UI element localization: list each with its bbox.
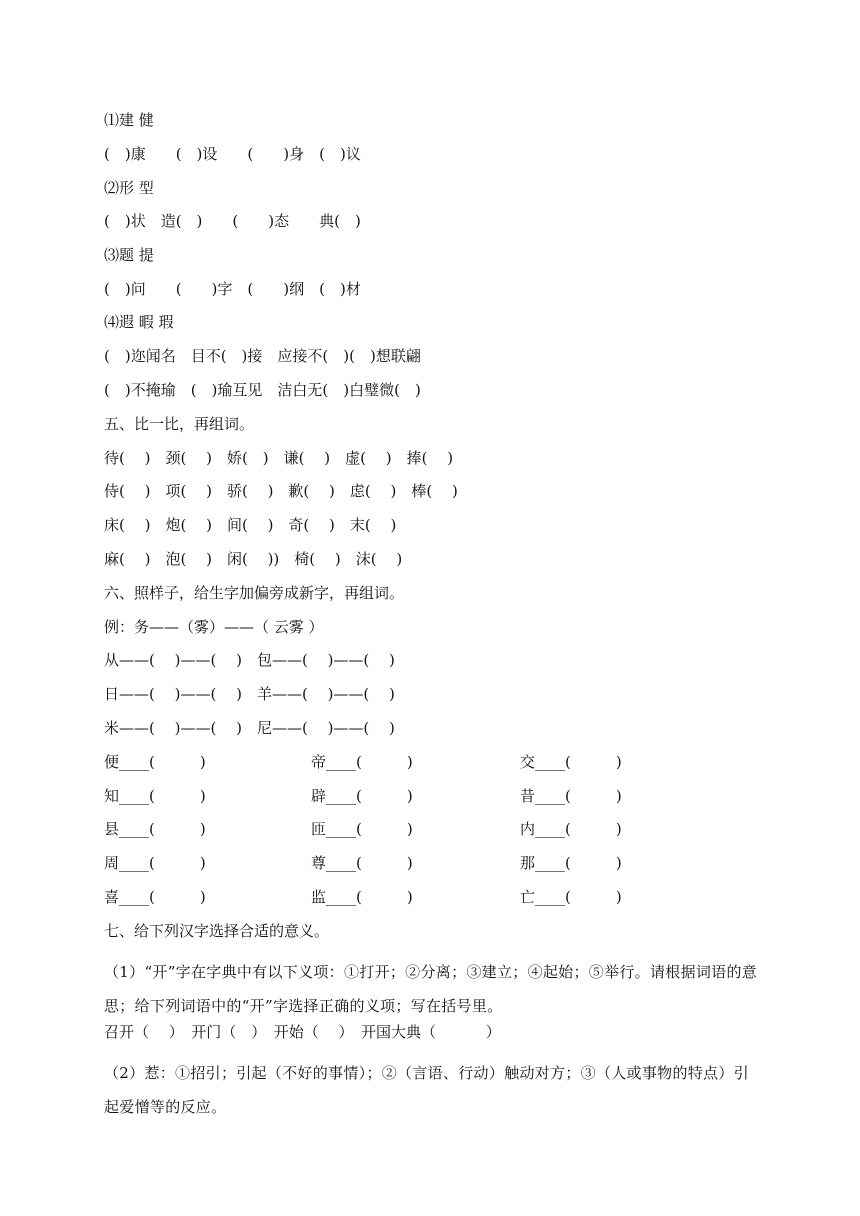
item-3-heading: ⑶题 提: [104, 246, 154, 264]
section-6-row-1: 从——( )——( ) 包——( )——( ): [104, 651, 395, 669]
grid-cell: 匝____( ): [311, 820, 413, 838]
section-7-items: 召开（ ） 开门（ ） 开始（ ） 开国大典（ ）: [104, 1023, 501, 1041]
section-6-row-2: 日——( )——( ) 羊——( )——( ): [104, 685, 395, 703]
section-6-example: 例：务——（雾）——（ 云雾 ）: [104, 618, 324, 636]
section-5-row-1: 待( ) 颈( ) 娇( ) 谦( ) 虚( ) 捧( ): [104, 449, 454, 467]
grid-cell: 帝____( ): [311, 753, 413, 771]
item-1-blanks: ( )康 ( )设 ( )身 ( )议: [104, 145, 361, 163]
grid-cell: 那____( ): [520, 854, 622, 872]
section-5-heading: 五、比一比，再组词。: [104, 415, 255, 433]
grid-cell: 尊____( ): [311, 854, 413, 872]
item-4-blanks-a: ( )迩闻名 目不( )接 应接不( )( )想联翩: [104, 347, 421, 365]
grid-cell: 监____( ): [311, 888, 413, 906]
item-2-blanks: ( )状 造( ) ( )态 典( ): [104, 212, 361, 230]
section-6-heading: 六、照样子，给生字加偏旁成新字，再组词。: [104, 584, 405, 602]
section-5-row-2: 侍( ) 项( ) 骄( ) 歉( ) 虑( ) 棒( ): [104, 482, 458, 500]
section-7-heading: 七、给下列汉字选择合适的意义。: [104, 922, 330, 940]
section-5-row-4: 麻( ) 泡( ) 闲( )) 椅( ) 沫( ): [104, 550, 403, 568]
grid-cell: 内____( ): [520, 820, 622, 838]
item-3-blanks: ( )问 ( )字 ( )纲 ( )材: [104, 280, 361, 298]
grid-cell: 周____( ): [104, 854, 206, 872]
item-4-heading: ⑷遐 暇 瑕: [104, 313, 174, 331]
item-4-blanks-b: ( )不掩瑜 ( )瑜互见 洁白无( )白璧微( ): [104, 381, 421, 399]
grid-cell: 县____( ): [104, 820, 206, 838]
grid-cell: 亡____( ): [520, 888, 622, 906]
grid-cell: 喜____( ): [104, 888, 206, 906]
item-1-heading: ⑴建 健: [104, 111, 154, 129]
grid-cell: 昔____( ): [520, 787, 622, 805]
section-7-paragraph-1: （1）“开”字在字典中有以下义项：①打开；②分离；③建立；④起始；⑤举行。请根据词语的意思；给下列词语中的“开”字选择正确的义项；写在括号里。: [104, 963, 758, 1015]
grid-cell: 便____( ): [104, 753, 206, 771]
section-7-paragraph-2: （2）惹：①招引；引起（不好的事情）；②（言语、行动）触动对方；③（人或事物的特点）引起爱憎等的反应。: [104, 1064, 749, 1116]
grid-cell: 辟____( ): [311, 787, 413, 805]
section-6-row-3: 米——( )——( ) 尼——( )——( ): [104, 719, 395, 737]
item-2-heading: ⑵形 型: [104, 179, 154, 197]
section-5-row-3: 床( ) 炮( ) 间( ) 奇( ) 末( ): [104, 516, 397, 534]
grid-cell: 知____( ): [104, 787, 206, 805]
grid-cell: 交____( ): [520, 753, 622, 771]
